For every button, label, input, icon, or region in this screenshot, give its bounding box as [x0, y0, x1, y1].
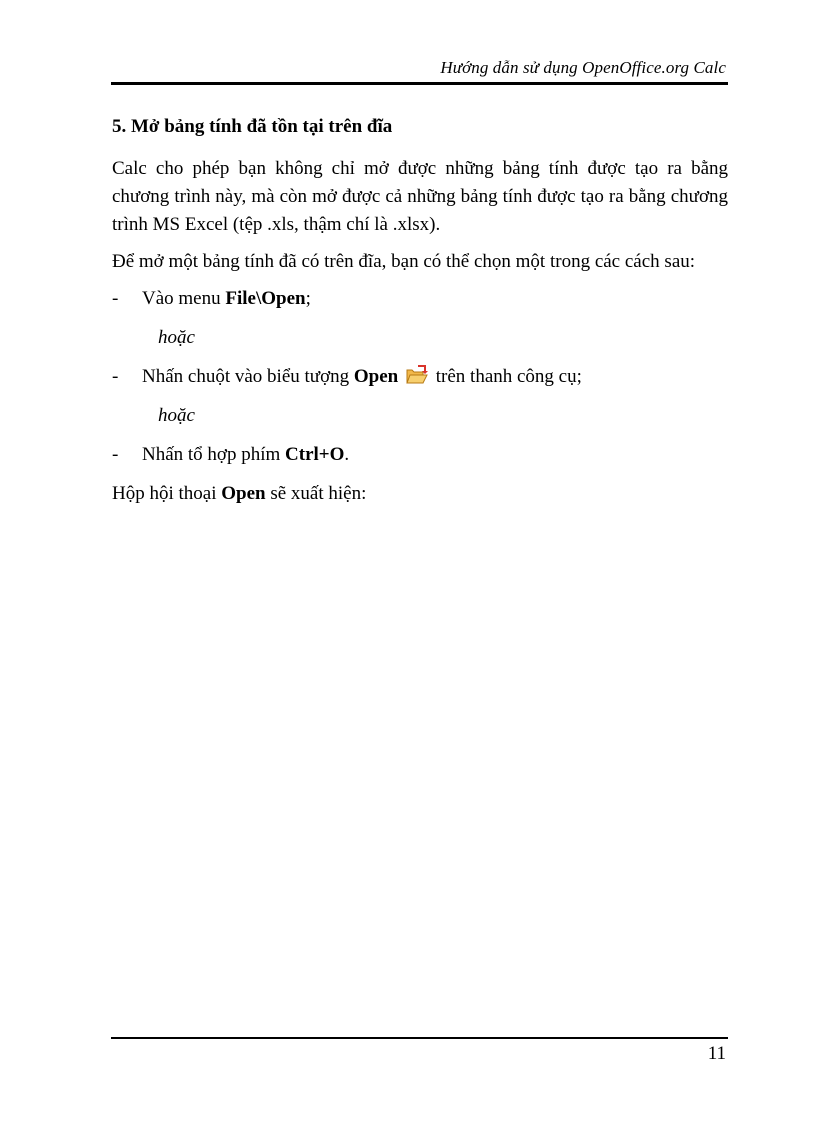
list-item-text: Vào menu [142, 288, 226, 309]
page-body [112, 113, 728, 517]
closing-paragraph [112, 480, 728, 508]
list-item-text: Nhấn chuột vào biểu tượng [142, 366, 354, 387]
closing-end: sẽ xuất hiện: [265, 483, 367, 504]
shortcut-keys: Ctrl+O [285, 444, 345, 465]
dialog-name: Open [221, 483, 266, 504]
methods-paragraph: Để mở một bảng tính đã có trên đĩa, bạn có thể chọn một trong các cách sau: [112, 251, 696, 272]
open-folder-icon [406, 365, 428, 385]
list-dash: - [112, 288, 119, 309]
running-header: Hướng dẫn sử dụng OpenOffice.org Calc [440, 58, 726, 77]
list-item-end: . [344, 444, 350, 465]
list-item-menu [112, 285, 728, 313]
list-dash: - [112, 444, 119, 465]
closing-text: Hộp hội thoại [112, 483, 222, 504]
section-heading: 5. Mở bảng tính đã tồn tại trên đĩa [112, 116, 393, 137]
open-label: Open [353, 366, 399, 387]
footer-divider [111, 1037, 728, 1039]
list-dash: - [112, 366, 119, 387]
menu-path: File\Open [225, 288, 306, 309]
alternative-word: hoặc [158, 327, 195, 348]
list-item-toolbar [112, 363, 728, 391]
alternative-word: hoặc [158, 405, 195, 426]
list-item-text: Nhấn tổ hợp phím [142, 444, 286, 465]
list-item-end: ; [305, 288, 311, 309]
page-number: 11 [707, 1043, 726, 1064]
intro-paragraph: Calc cho phép bạn không chỉ mở được những bảng tính được tạo ra bằng chương trình này, mà còn mở được cả những bảng tính được tạo ra bằng chương trình MS Excel (tệp .xls, thậm chí là .xlsx). [112, 158, 728, 235]
list-item-shortcut [112, 441, 728, 469]
list-item-end: trên thanh công cụ; [431, 366, 582, 387]
header-divider [111, 82, 728, 85]
